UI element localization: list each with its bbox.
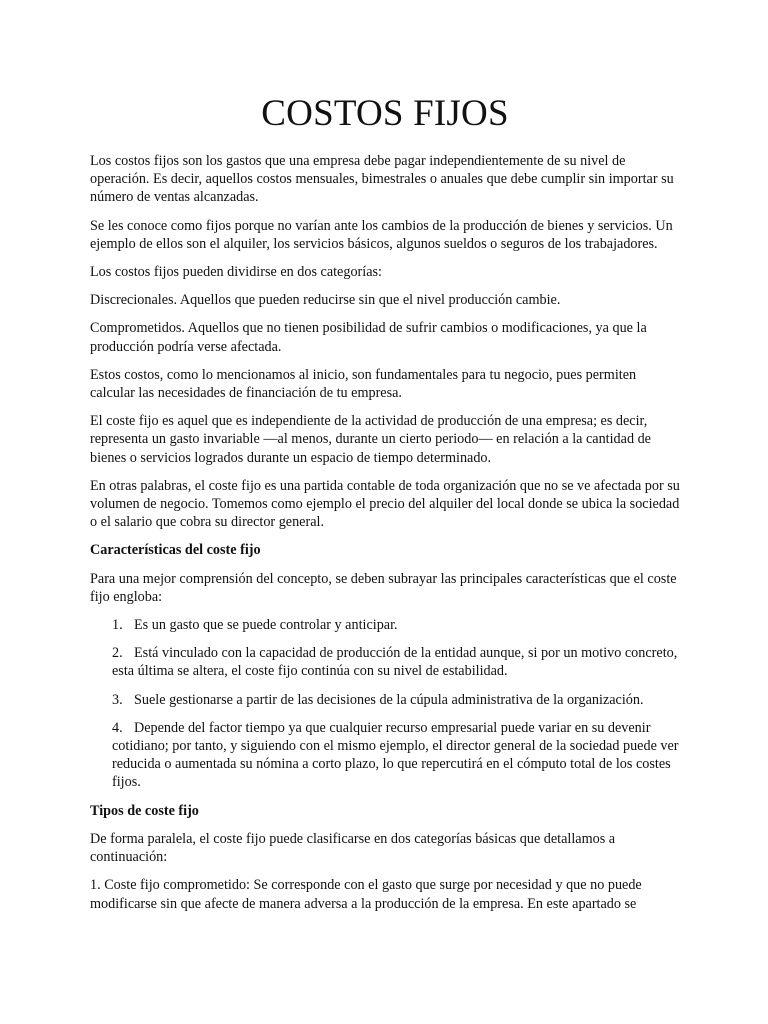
- section-intro-characteristics: Para una mejor comprensión del concepto, se deben subrayar las principales características que el coste fijo engloba:: [90, 570, 677, 605]
- list-item-text: Suele gestionarse a partir de las decisiones de la cúpula administrativa de la organización.: [134, 691, 644, 708]
- paragraph: Se les conoce como fijos porque no varían ante los cambios de la producción de bienes y servicios. Un ejemplo de ellos son el alquiler, los servicios básicos, algunos sueldos o seguros de los trabajadores.: [90, 217, 673, 252]
- paragraph: Comprometidos. Aquellos que no tienen posibilidad de sufrir cambios o modificaciones, ya que la producción podría verse afectada.: [90, 320, 647, 355]
- list-item: [112, 719, 680, 792]
- characteristics-list: [90, 616, 680, 792]
- document-title: COSTOS FIJOS: [261, 93, 509, 134]
- list-item: [112, 644, 680, 680]
- paragraph: El coste fijo es aquel que es independiente de la actividad de producción de una empresa; es decir, representa un gasto invariable —al menos, durante un cierto periodo— en relación a la cantidad de bienes o servicios logrados durante un espacio de tiempo determinado.: [90, 413, 651, 466]
- section-heading-types: Tipos de coste fijo: [90, 802, 199, 819]
- paragraph: Estos costos, como lo mencionamos al inicio, son fundamentales para tu negocio, pues permiten calcular las necesidades de financiación de tu empresa.: [90, 366, 637, 402]
- list-item-number: 4.: [112, 719, 123, 736]
- paragraph: Los costos fijos pueden dividirse en dos categorías:: [90, 264, 382, 281]
- list-item-number: 3.: [112, 691, 123, 708]
- paragraph: Discrecionales. Aquellos que pueden reducirse sin que el nivel producción cambie.: [90, 292, 561, 309]
- list-item: [112, 616, 680, 634]
- list-item-text: Depende del factor tiempo ya que cualquier recurso empresarial puede variar en su devenir cotidiano; por tanto, y siguiendo con el mismo ejemplo, el director general de la sociedad puede ver reducida o aumentada su nómina a corto plazo, lo que repercutirá en el cómputo total de los costes fijos.: [112, 719, 679, 791]
- paragraph: En otras palabras, el coste fijo es una partida contable de toda organización que no se ve afectada por su volumen de negocio. Tomemos como ejemplo el precio del alquiler del local donde se ubica la sociedad o el salario que cobra su director general.: [90, 477, 680, 531]
- list-item-number: 1.: [112, 617, 123, 634]
- list-item: [112, 691, 680, 709]
- list-item-number: 2.: [112, 645, 123, 662]
- section-heading-characteristics: Características del coste fijo: [90, 542, 261, 559]
- types-item-1: 1. Coste fijo comprometido: Se corresponde con el gasto que surge por necesidad y que no puede modificarse sin que afecte de manera adversa a la producción de la empresa. En este apartado se: [90, 877, 642, 912]
- paragraph: Los costos fijos son los gastos que una empresa debe pagar independientemente de su nivel de operación. Es decir, aquellos costos mensuales, bimestrales o anuales que debe cumplir sin importar su número de ventas alcanzadas.: [90, 153, 674, 206]
- list-item-text: Es un gasto que se puede controlar y anticipar.: [134, 617, 398, 634]
- list-item-text: Está vinculado con la capacidad de producción de la entidad aunque, si por un motivo concreto, esta última se altera, el coste fijo continúa con su nivel de estabilidad.: [112, 645, 678, 680]
- section-intro-types: De forma paralela, el coste fijo puede clasificarse en dos categorías básicas que detallamos a continuación:: [90, 830, 616, 866]
